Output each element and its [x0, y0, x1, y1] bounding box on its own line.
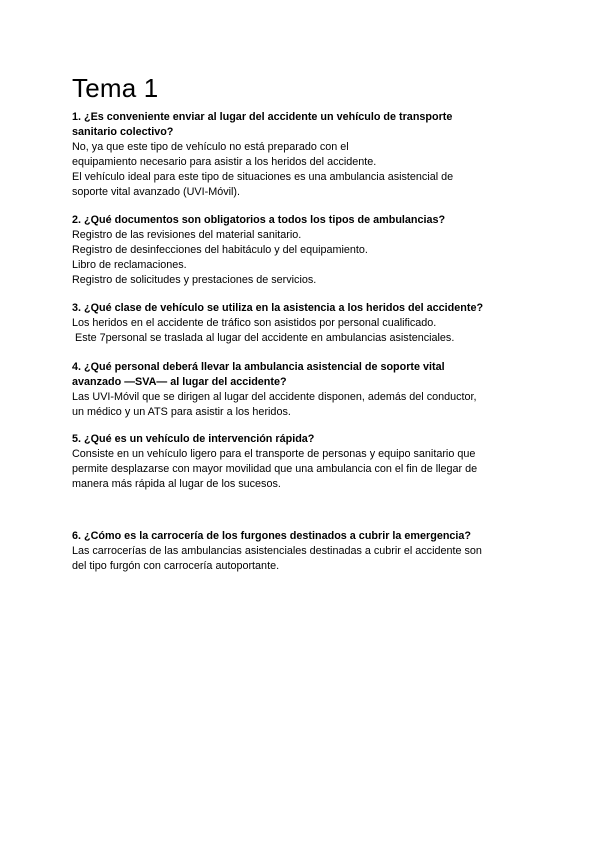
- qa-section-4: [72, 360, 512, 420]
- question-2: 2. ¿Qué documentos son obligatorios a todos los tipos de ambulancias?: [72, 214, 446, 226]
- qa-section-3: [72, 301, 512, 346]
- answer-2-line-3: Libro de reclamaciones.: [72, 259, 187, 271]
- document-title: Tema 1: [72, 73, 159, 103]
- answer-4-line-1: Las UVI-Móvil que se dirigen al lugar del accidente disponen, además del conductor,: [72, 391, 477, 403]
- question-6: 6. ¿Cómo es la carrocería de los furgones destinados a cubrir la emergencia?: [72, 530, 472, 542]
- answer-1-line-1: No, ya que este tipo de vehículo no está preparado con el: [72, 141, 349, 153]
- qa-section-6: [72, 529, 512, 574]
- answer-1-line-2: equipamiento necesario para asistir a los heridos del accidente.: [72, 156, 377, 168]
- question-4: 4. ¿Qué personal deberá llevar la ambulancia asistencial de soporte vital avanzado —SVA— al lugar del accidente?: [72, 361, 445, 388]
- answer-6-line-1: Las carrocerías de las ambulancias asistenciales destinadas a cubrir el accidente son: [72, 545, 482, 557]
- answer-2-line-1: Registro de las revisiones del material sanitario.: [72, 229, 302, 241]
- answer-5-line-1: Consiste en un vehículo ligero para el transporte de personas y equipo sanitario que: [72, 448, 476, 460]
- answer-3-line-1: Los heridos en el accidente de tráfico son asistidos por personal cualificado.: [72, 317, 437, 329]
- question-3: 3. ¿Qué clase de vehículo se utiliza en la asistencia a los heridos del accidente?: [72, 302, 484, 314]
- answer-5-line-3: manera más rápida al lugar de los sucesos.: [72, 478, 281, 490]
- qa-section-1: [72, 110, 512, 200]
- question-5: 5. ¿Qué es un vehículo de intervención rápida?: [72, 433, 315, 445]
- answer-1-line-3: El vehículo ideal para este tipo de situaciones es una ambulancia asistencial de: [72, 171, 454, 183]
- answer-3-line-2: Este 7personal se traslada al lugar del accidente en ambulancias asistenciales.: [72, 332, 455, 344]
- qa-section-5: [72, 432, 512, 492]
- answer-6-line-2: del tipo furgón con carrocería autoportante.: [72, 560, 280, 572]
- answer-5-line-2: permite desplazarse con mayor movilidad que una ambulancia con el fin de llegar de: [72, 463, 478, 475]
- answer-2-line-2: Registro de desinfecciones del habitáculo y del equipamiento.: [72, 244, 368, 256]
- qa-section-2: [72, 213, 512, 288]
- answer-2-line-4: Registro de solicitudes y prestaciones de servicios.: [72, 274, 317, 286]
- answer-4-line-2: un médico y un ATS para asistir a los heridos.: [72, 406, 291, 418]
- question-1: 1. ¿Es conveniente enviar al lugar del accidente un vehículo de transporte sanitario colectivo?: [72, 111, 453, 138]
- answer-1-line-4: soporte vital avanzado (UVI-Móvil).: [72, 186, 241, 198]
